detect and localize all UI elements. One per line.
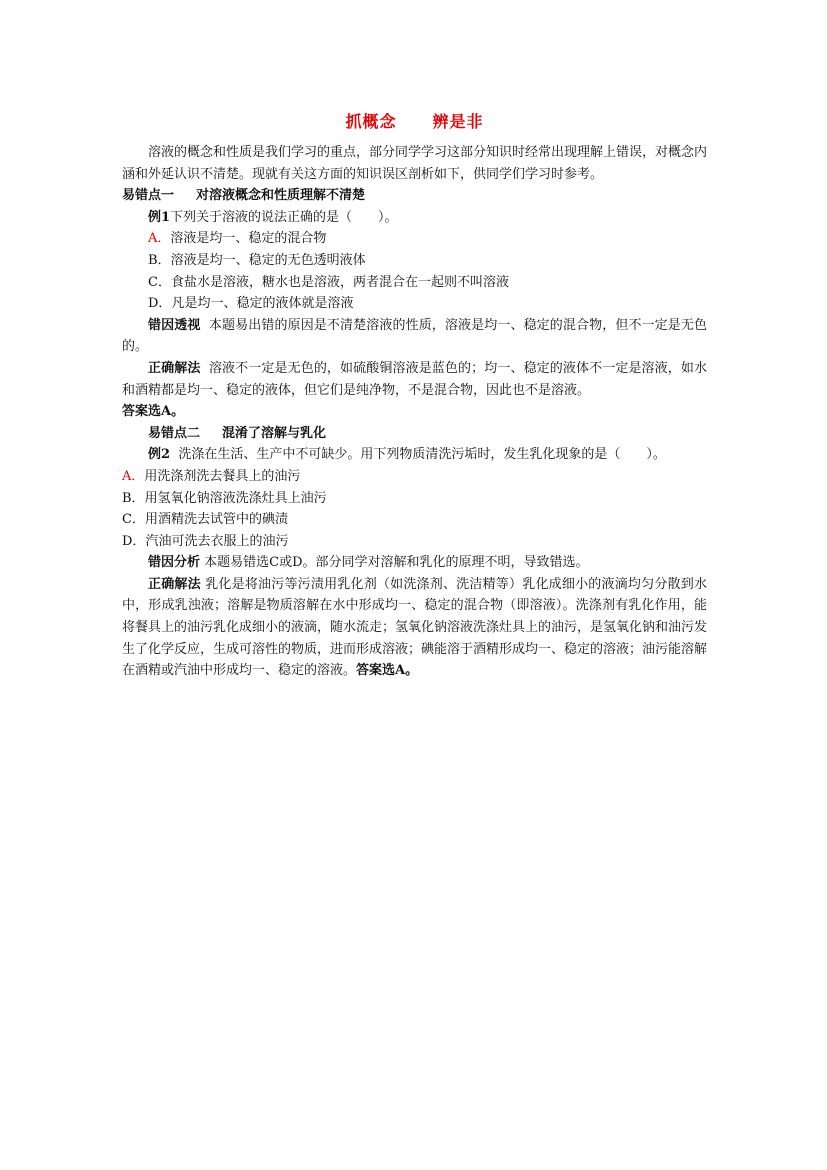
- section2-answer: 答案选A。: [356, 663, 419, 679]
- section1-analysis-text: 本题易出错的原因是不清楚溶液的性质，溶液是均一、稳定的混合物，但不一定是无色的。: [122, 317, 707, 355]
- section2-example-label: 例2: [148, 447, 171, 463]
- option-letter: A．: [148, 231, 171, 247]
- section2-heading: [122, 423, 707, 445]
- section2-analysis-text: 本题易错选C或D。部分同学对溶解和乳化的原理不明，导致错选。: [204, 555, 589, 571]
- option-letter: D．: [148, 296, 172, 312]
- title-part-2: 辨是非: [432, 112, 484, 131]
- section1-solution-text: 溶液不一定是无色的，如硫酸铜溶液是蓝色的；均一、稳定的液体不一定是溶液，如水和酒精都是均一、稳定的液体，但它们是纯净物，不是混合物，因此也不是溶液。: [122, 360, 707, 398]
- section2-option-a: [122, 466, 707, 488]
- intro-paragraph: 溶液的概念和性质是我们学习的重点，部分同学学习这部分知识时经常出现理解上错误，对概念内涵和外延认识不清楚。现就有关这方面的知识误区剖析如下，供同学们学习时参考。: [122, 145, 708, 182]
- section1-label: 易错点一: [122, 188, 175, 204]
- option-text: 汽油可洗去衣服上的油污: [145, 533, 289, 549]
- option-text: 溶液是均一、稳定的混合物: [170, 231, 327, 247]
- option-letter: B．: [122, 490, 145, 506]
- section1-question: [122, 207, 707, 229]
- section2-question: [122, 444, 707, 466]
- option-text: 凡是均一、稳定的液体就是溶液: [171, 296, 354, 312]
- option-text: 用酒精洗去试管中的碘渍: [144, 512, 288, 528]
- section2-solution-text: 乳化是将油污等污渍用乳化剂（如洗涤剂、洗洁精等）乳化成细小的液滴均匀分散到水中，形成乳浊液；溶解是物质溶解在水中形成均一、稳定的混合物（即溶液）。洗涤剂有乳化作用，能将餐具上的油污乳化成细小的液滴，随水流走；氢氧化钠溶液洗涤灶具上的油污，是氢氧化钠和油污发生了化学反应，生成可溶性的物质，进而形成溶液；碘能溶于酒精形成均一、稳定的溶液；油污能溶解在酒精或汽油中形成均一、稳定的溶液。: [122, 576, 708, 679]
- section2-question-text: 洗涤在生活、生产中不可缺少。用下列物质清洗污垢时，发生乳化现象的是（ ）。: [178, 447, 666, 463]
- option-letter: B．: [148, 252, 171, 268]
- option-letter: A．: [122, 468, 145, 484]
- section2-solution: [122, 574, 707, 682]
- section1-solution: [122, 358, 707, 401]
- option-text: 用洗涤剂洗去餐具上的油污: [144, 468, 301, 484]
- option-text: 用氢氧化钠溶液洗涤灶具上油污: [144, 490, 327, 506]
- option-letter: D．: [122, 533, 146, 549]
- option-letter: C．: [122, 512, 145, 528]
- section1-title: 对溶液概念和性质理解不清楚: [196, 188, 366, 204]
- section2-option-d: [122, 531, 707, 553]
- section2-analysis-label: 错因分析: [148, 555, 201, 571]
- section2-analysis: [122, 552, 707, 574]
- section1-option-b: [122, 250, 707, 272]
- section1-option-c: [122, 272, 707, 294]
- section2-label: 易错点二: [148, 425, 201, 441]
- section1-question-text: 下列关于溶液的说法正确的是（ ）。: [170, 209, 398, 225]
- option-text: 溶液是均一、稳定的无色透明液体: [170, 252, 366, 268]
- section1-solution-label: 正确解法: [148, 360, 201, 376]
- section2-option-c: [122, 509, 707, 531]
- section1-example-label: 例1: [148, 209, 171, 225]
- section2-option-b: [122, 488, 707, 510]
- section1-option-d: [122, 293, 707, 315]
- section2-solution-label: 正确解法: [148, 576, 201, 592]
- option-text: 食盐水是溶液，糖水也是溶液，两者混合在一起则不叫溶液: [170, 274, 509, 290]
- section1-answer: 答案选A。: [122, 404, 185, 420]
- section2-title: 混淆了溶解与乳化: [222, 425, 327, 441]
- section1-analysis: [122, 315, 707, 358]
- section1-analysis-label: 错因透视: [148, 317, 201, 333]
- section1-option-a: [122, 228, 707, 250]
- title-part-1: 抓概念: [345, 112, 397, 131]
- section1-heading: [122, 185, 707, 207]
- page-title: [122, 110, 707, 134]
- document-page: [122, 110, 707, 682]
- option-letter: C．: [148, 274, 171, 290]
